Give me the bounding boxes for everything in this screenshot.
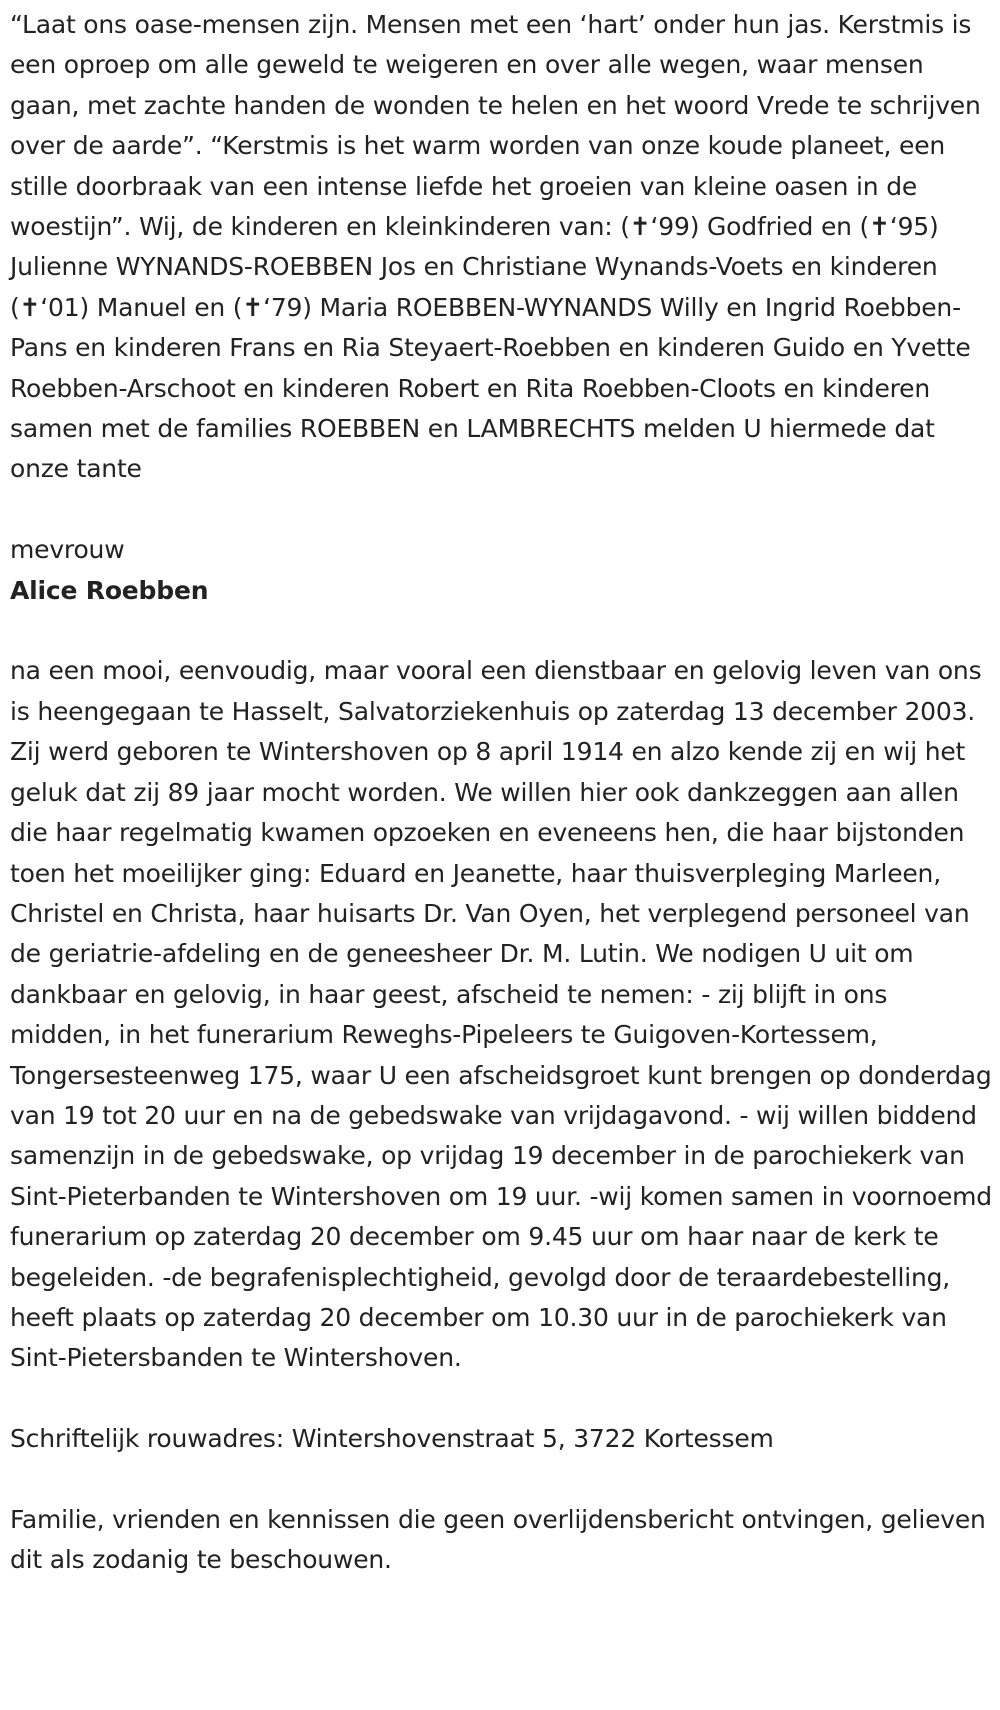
body-paragraph: na een mooi, eenvoudig, maar vooral een dienstbaar en gelovig leven van ons is heengegaan te Hasselt, Salvatorziekenhuis op zaterdag 13 december 2003. Zij werd geboren te Wintershoven op 8 april 1914 en alzo kende zij en wij het geluk dat zij 89 jaar mocht worden. We willen hier ook dankzeggen aan allen die haar regelmatig kwamen opzoeken en eveneens hen, die haar bijstonden toen het moeilijker ging: Eduard en Jeanette, haar thuisverpleging Marleen, Christel en Christa, haar huisarts Dr. Van Oyen, het verplegend personeel van de geriatrie-afdeling en de geneesheer Dr. M. Lutin. We nodigen U uit om dankbaar en gelovig, in haar geest, afscheid te nemen: - zij blijft in ons midden, in het funerarium Reweghs-Pipeleers te Guigoven-Kortessem, Tongersesteenweg 175, waar U een afscheidsgroet kunt brengen op donderdag van 19 tot 20 uur en na de gebedswake van vrijdagavond. - wij willen biddend samenzijn in de gebedswake, op vrijdag 19 december in de parochiekerk van Sint-Pieterbanden te Wintershoven om 19 uur. -wij komen samen in voornoemd funerarium op zaterdag 20 december om 9.45 uur om haar naar de kerk te begeleiden. -de begrafenisplechtigheid, gevolgd door de teraardebestelling, heeft plaats op zaterdag 20 december om 10.30 uur in de parochiekerk van Sint-Pietersbanden te Wintershoven. (10, 656, 992, 1373)
mourning-address: Schriftelijk rouwadres: Wintershovenstraat 5, 3722 Kortessem (10, 1424, 774, 1454)
death-notice (10, 5, 995, 1581)
deceased-name: Alice Roebben (10, 575, 209, 605)
spacer (10, 1379, 995, 1419)
closing-note: Familie, vrienden en kennissen die geen overlijdensbericht ontvingen, gelieven dit als zodanig te beschouwen. (10, 1504, 986, 1575)
spacer (10, 490, 995, 530)
spacer (10, 1460, 995, 1500)
spacer (10, 611, 995, 651)
honorific: mevrouw (10, 535, 125, 565)
intro-paragraph: “Laat ons oase-mensen zijn. Mensen met een ‘hart’ onder hun jas. Kerstmis is een oproep om alle geweld te weigeren en over alle wegen, waar mensen gaan, met zachte handen de wonden te helen en het woord Vrede te schrijven over de aarde”. “Kerstmis is het warm worden van onze koude planeet, een stille doorbraak van een intense liefde het groeien van kleine oasen in de woestijn”. Wij, de kinderen en kleinkinderen van: (✝‘99) Godfried en (✝‘95) Julienne WYNANDS-ROEBBEN Jos en Christiane Wynands-Voets en kinderen (✝‘01) Manuel en (✝‘79) Maria ROEBBEN-WYNANDS Willy en Ingrid Roebben-Pans en kinderen Frans en Ria Steyaert-Roebben en kinderen Guido en Yvette Roebben-Arschoot en kinderen Robert en Rita Roebben-Cloots en kinderen samen met de families ROEBBEN en LAMBRECHTS melden U hiermede dat onze tante (10, 10, 981, 484)
